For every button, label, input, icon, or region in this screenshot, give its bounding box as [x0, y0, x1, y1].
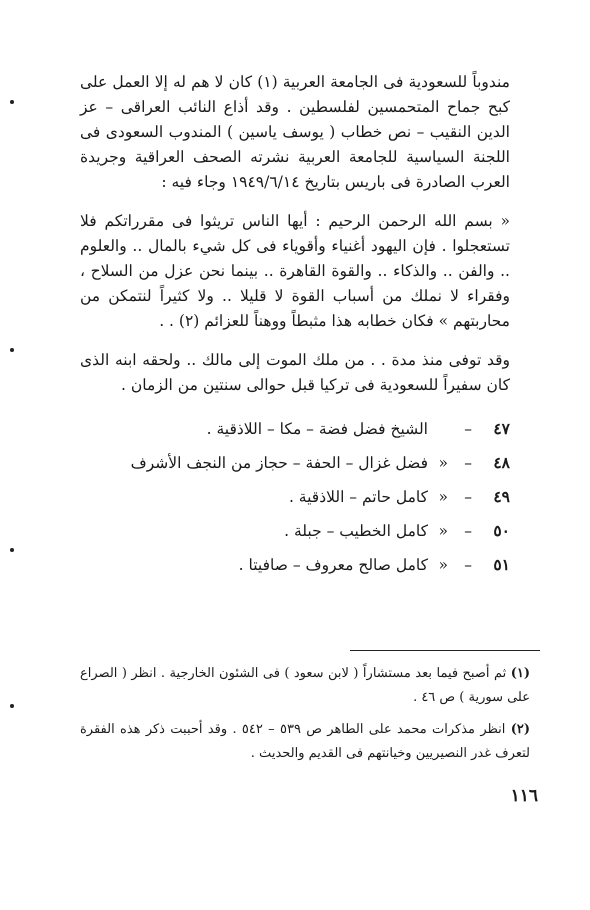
margin-mark: [10, 100, 14, 104]
list-item: ٥٠ – « كامل الخطيب – جبلة .: [80, 514, 510, 548]
list-text: كامل الخطيب – جبلة .: [284, 522, 428, 540]
margin-mark: [10, 348, 14, 352]
list-number: ٤٩: [493, 487, 510, 506]
paragraph-intro: مندوباً للسعودية فى الجامعة العربية (١) كان لا هم له إلا العمل على كبح جماح المتحمسين لفلسطين . وقد أذاع النائب العراقى – عز الدين النقيب – نص خطاب ( يوسف ياسين ) المندوب السعودى فى اللجنة السياسية للجامعة العربية نشرته الصحف العراقية وجريدة العرب الصادرة فى باريس بتاريخ ١٩٤٩/٦/١٤ وجاء فيه :: [80, 73, 510, 191]
list-number: ٥٠: [493, 521, 510, 540]
list-item: ٤٧ – الشيخ فضل فضة – مكا – اللاذقية .: [80, 412, 510, 446]
footnote-mark: (٢): [510, 722, 530, 737]
list-item: ٤٨ – « فضل غزال – الحفة – حجاز من النجف الأشرف: [80, 446, 510, 480]
footnote-text: ثم أصبح فيما بعد مستشاراً ( لابن سعود ) فى الشئون الخارجية . انظر ( الصراع على سورية ) ص ٤٦ .: [80, 666, 530, 705]
list-number: ٥١: [493, 555, 510, 574]
footnote-mark: (١): [510, 666, 530, 681]
footnote-text: انظر مذكرات محمد على الطاهر ص ٥٣٩ – ٥٤٢ . وقد أحببت ذكر هذه الفقرة لتعرف غدر النصيريين وخيانتهم فى القديم والحديث .: [80, 722, 530, 761]
paragraph-closing: وقد توفى منذ مدة . . من ملك الموت إلى مالك .. ولحقه ابنه الذى كان سفيراً للسعودية فى تركيا قبل حوالى سنتين من الزمان .: [80, 351, 510, 394]
footnote-1: [80, 662, 530, 710]
list-text: كامل حاتم – اللاذقية .: [288, 488, 428, 506]
footnote-2: [80, 718, 530, 766]
margin-mark: [10, 548, 14, 552]
list-text: كامل صالح معروف – صافيتا .: [238, 556, 428, 574]
list-text: فضل غزال – الحفة – حجاز من النجف الأشرف: [130, 454, 428, 472]
page-number: ١١٦: [510, 786, 538, 806]
list-number: ٤٨: [493, 453, 510, 472]
footnote-divider: [350, 650, 540, 651]
footnotes: [80, 662, 530, 774]
margin-mark: [10, 704, 14, 708]
list-text: الشيخ فضل فضة – مكا – اللاذقية .: [206, 420, 428, 438]
main-text: [80, 70, 510, 582]
list-item: ٤٩ – « كامل حاتم – اللاذقية .: [80, 480, 510, 514]
list-item: ٥١ – « كامل صالح معروف – صافيتا .: [80, 548, 510, 582]
list-number: ٤٧: [493, 419, 510, 438]
paragraph-quote: « بسم الله الرحمن الرحيم : أيها الناس تريثوا فى مقرراتكم فلا تستعجلوا . فإن اليهود أغنياء وأقوياء فى كل شيء بالمال .. والعلوم .. والفن .. والذكاء .. والقوة القاهرة .. بينما نحن عزل من السلاح ، وفقراء لا نملك من أسباب القوة لا قليلا .. ولا كثيراً لنتمكن من محاربتهم » فكان خطابه هذا مثبطاً ووهناً للعزائم (٢) . .: [80, 212, 510, 330]
names-list: [80, 412, 510, 582]
